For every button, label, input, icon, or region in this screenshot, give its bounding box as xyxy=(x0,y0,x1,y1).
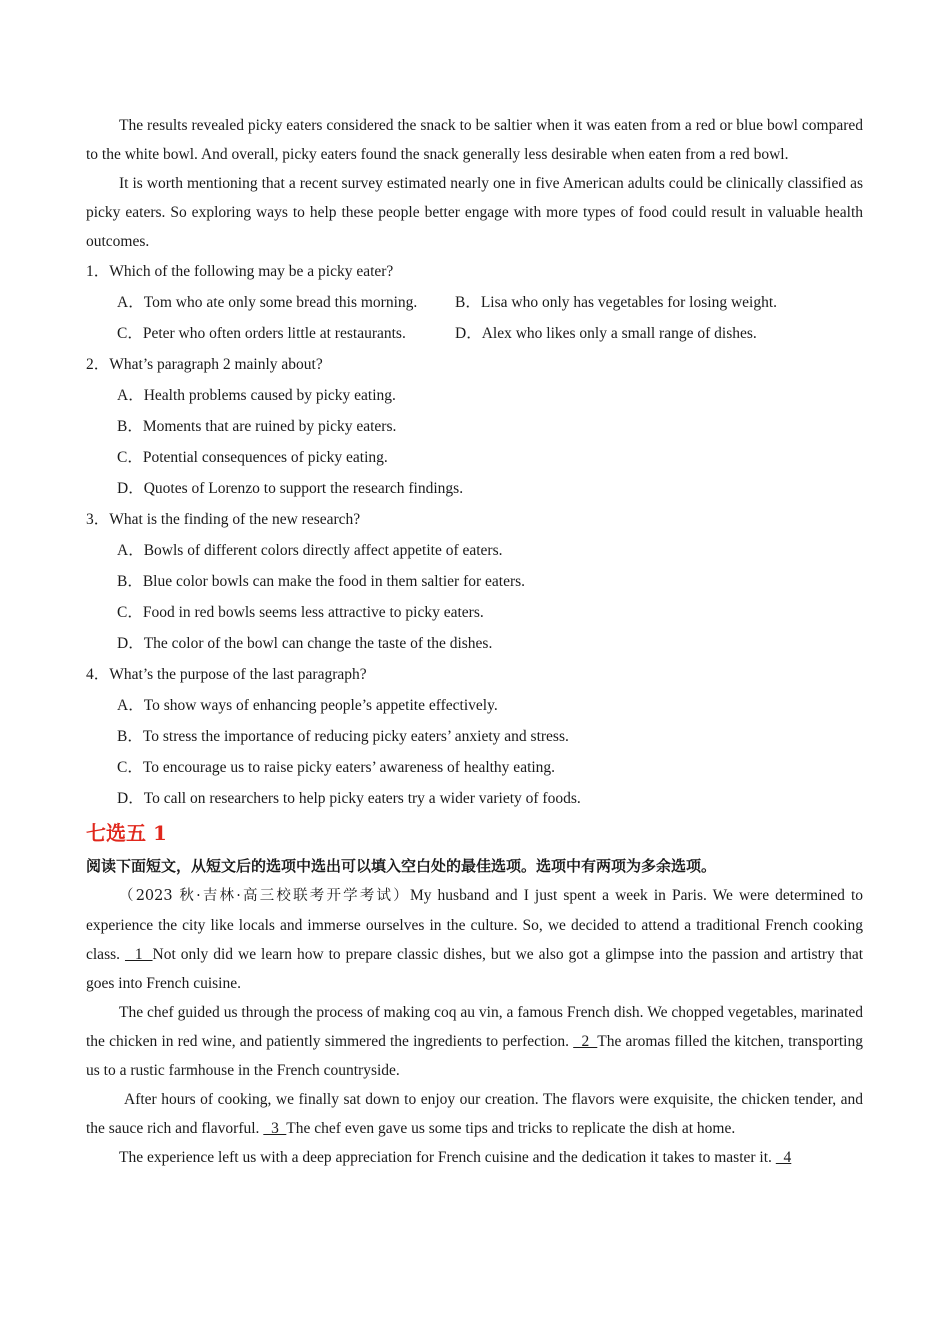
question-1 xyxy=(86,256,863,349)
option-b: B．Blue color bowls can make the food in them saltier for eaters. xyxy=(117,573,526,590)
option-c: C．Potential consequences of picky eating. xyxy=(117,449,388,466)
question-stem: 2．What’s paragraph 2 mainly about? xyxy=(86,356,323,373)
text-run: The aromas filled the kitchen, transporting us to a rustic farmhouse in the French countryside. xyxy=(86,1033,863,1079)
question-2 xyxy=(86,349,863,504)
blank-3: 3 xyxy=(263,1120,287,1137)
text-run: The chef even gave us some tips and tricks to replicate the dish at home. xyxy=(286,1120,736,1137)
question-4 xyxy=(86,659,863,814)
text-run: My husband and I just spent a week in Paris. We were determined to experience the city like locals and immerse ourselves in the culture. So, we decided to attend a traditional French cooking class. xyxy=(86,887,863,963)
passage-paragraph-4 xyxy=(86,1143,863,1172)
text-run: Not only did we learn how to prepare classic dishes, but we also got a glimpse into the passion and artistry that goes into French cuisine. xyxy=(86,946,864,992)
paragraph: The results revealed picky eaters considered the snack to be saltier when it was eaten from a red or blue bowl compared to the white bowl. And overall, picky eaters found the snack generally less desirable when eaten from a red bowl. xyxy=(86,117,863,163)
source-note: （2023 秋·吉林·高三校联考开学考试） xyxy=(119,888,410,904)
passage-paragraph-1 xyxy=(86,881,863,998)
question-stem: 4．What’s the purpose of the last paragraph? xyxy=(86,666,367,683)
blank-1: 1 xyxy=(124,946,153,963)
option-d: D．Quotes of Lorenzo to support the research findings. xyxy=(117,480,464,497)
option-d: D．Alex who likes only a small range of dishes. xyxy=(455,325,757,342)
option-a: A．Health problems caused by picky eating. xyxy=(117,387,396,404)
option-b: B．Lisa who only has vegetables for losing weight. xyxy=(455,294,778,311)
option-row xyxy=(86,318,863,349)
option-c: C．To encourage us to raise picky eaters’ awareness of healthy eating. xyxy=(117,759,556,776)
question-3 xyxy=(86,504,863,659)
option-d: D．The color of the bowl can change the taste of the dishes. xyxy=(117,635,493,652)
option-a: A．To show ways of enhancing people’s appetite effectively. xyxy=(117,697,498,714)
section-title: 七选五 1 xyxy=(86,821,167,845)
option-c: C．Food in red bowls seems less attractive to picky eaters. xyxy=(117,604,484,621)
passage-paragraph-2 xyxy=(86,998,863,1085)
blank-4: 4 xyxy=(775,1149,792,1166)
option-row xyxy=(86,287,863,318)
blank-2: 2 xyxy=(573,1033,598,1050)
paragraph: It is worth mentioning that a recent survey estimated nearly one in five American adults could be clinically classified as picky eaters. So exploring ways to help these people better engage with more types of food could result in valuable health outcomes. xyxy=(86,175,863,250)
section-instruction: 阅读下面短文，从短文后的选项中选出可以填入空白处的最佳选项。选项中有两项为多余选项。 xyxy=(86,857,717,875)
option-b: B．Moments that are ruined by picky eaters. xyxy=(117,418,397,435)
question-stem: 3．What is the finding of the new research? xyxy=(86,511,361,528)
option-a: A．Tom who ate only some bread this morning. xyxy=(117,294,418,311)
text-run: The chef guided us through the process of making coq au vin, a famous French dish. We chopped vegetables, marinated the chicken in red wine, and patiently simmered the ingredients to perfection. xyxy=(86,1004,863,1050)
option-c: C．Peter who often orders little at restaurants. xyxy=(117,325,406,342)
text-run: The experience left us with a deep appreciation for French cuisine and the dedication it takes to master it. xyxy=(119,1149,776,1166)
option-d: D．To call on researchers to help picky eaters try a wider variety of foods. xyxy=(117,790,581,807)
question-stem: 1．Which of the following may be a picky eater? xyxy=(86,263,394,280)
passage-paragraph-3 xyxy=(86,1085,863,1143)
document-content xyxy=(86,111,863,1172)
option-a: A．Bowls of different colors directly affect appetite of eaters. xyxy=(117,542,503,559)
option-b: B．To stress the importance of reducing picky eaters’ anxiety and stress. xyxy=(117,728,569,745)
text-run: After hours of cooking, we finally sat down to enjoy our creation. The flavors were exquisite, the chicken tender, and the sauce rich and flavorful. xyxy=(86,1091,863,1137)
